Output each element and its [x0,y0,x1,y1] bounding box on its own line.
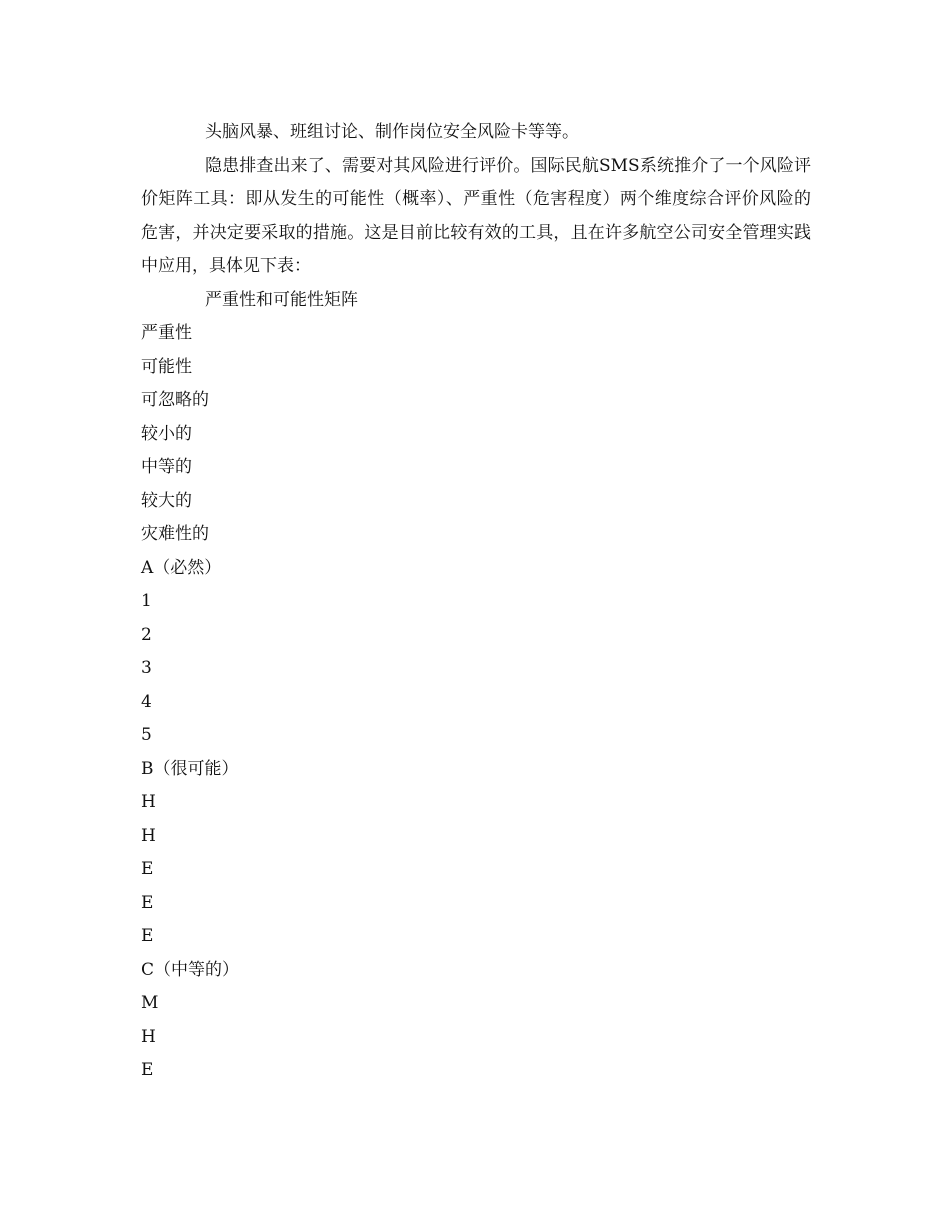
matrix-line: 较小的 [141,423,192,444]
matrix-line: E [141,926,154,946]
paragraph-risk-matrix-intro: 隐患排查出来了、需要对其风险进行评价。国际民航SMS系统推介了一个风险评价矩阵工具：即从发生的可能性（概率）、严重性（危害程度）两个维度综合评价风险的危害，并决定要采取的措施。这是目前比较有效的工具，且在许多航空公司安全管理实践中应用，具体见下表： [141,155,811,276]
matrix-line: 严重性 [141,323,192,343]
matrix-line: 5 [141,725,152,745]
matrix-line: E [141,1060,154,1080]
matrix-line: 灾难性的 [141,524,209,544]
matrix-line: H [141,792,156,812]
matrix-line: E [141,892,154,913]
matrix-line: 4 [141,691,152,712]
document-body [141,116,811,1088]
paragraph-methods: 头脑风暴、班组讨论、制作岗位安全风险卡等等。 [205,122,579,142]
matrix-line: 中等的 [141,457,192,477]
matrix-line: M [141,993,159,1013]
matrix-line: H [141,1026,156,1047]
table-title: 严重性和可能性矩阵 [205,289,358,310]
matrix-line: 较大的 [141,490,192,511]
matrix-line: E [141,859,154,879]
matrix-line: C（中等的） [141,959,240,980]
matrix-line: 可忽略的 [141,390,209,410]
matrix-lines [141,317,811,1088]
matrix-line: B（很可能） [141,758,239,779]
matrix-line: 1 [141,591,152,611]
matrix-line: H [141,825,156,846]
matrix-line: 可能性 [141,356,192,377]
matrix-line: 2 [141,624,152,645]
matrix-line: 3 [141,658,152,678]
matrix-line: A（必然） [141,557,222,578]
